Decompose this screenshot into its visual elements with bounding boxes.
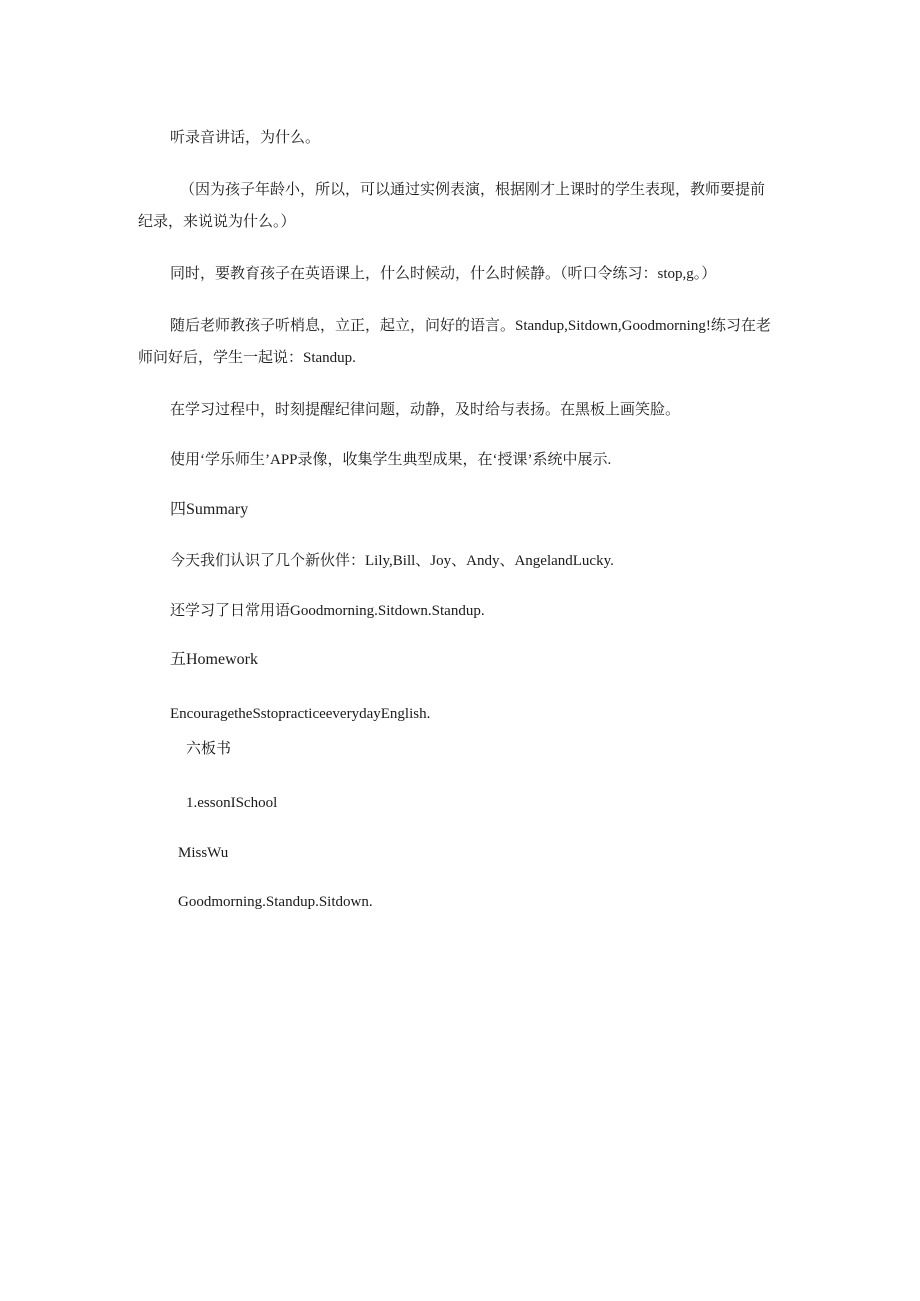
- homework-heading: 五Homework: [170, 651, 258, 668]
- paragraph-discipline: 同时，要教育孩子在英语课上，什么时候动，什么时候静。（听口令练习：stop,g。）: [170, 266, 717, 282]
- board-phrases: Goodmorning.Standup.Sitdown.: [178, 894, 373, 910]
- paragraph-commands-line-2: 师问好后，学生一起说：Standup.: [138, 350, 356, 366]
- paragraph-app-recording: 使用‘学乐师生’APP录像，收集学生典型成果，在‘授课’系统中展示.: [170, 452, 612, 468]
- summary-daily-phrases: 还学习了日常用语Goodmorning.Sitdown.Standup.: [170, 603, 485, 619]
- board-teacher-name: MissWu: [178, 845, 229, 861]
- paragraph-commands-line-1: 随后老师教孩子听梢息，立正，起立，问好的语言。Standup,Sitdown,Goodmorning!练习在老: [170, 318, 771, 334]
- homework-text: EncouragetheSstopracticeeverydayEnglish.: [170, 706, 431, 722]
- paragraph-reason-line-2: 纪录，来说说为什么。）: [138, 214, 296, 230]
- board-heading: 六板书: [186, 741, 232, 757]
- summary-heading: 四Summary: [170, 501, 249, 518]
- paragraph-listen-recording: 听录音讲话，为什么。: [170, 130, 321, 146]
- summary-new-friends: 今天我们认识了几个新伙伴：Lily,Bill、Joy、Andy、AngelandLucky.: [170, 553, 614, 569]
- paragraph-reason-line-1: （因为孩子年龄小，所以，可以通过实例表演，根据刚才上课时的学生表现，教师要提前: [180, 182, 766, 198]
- paragraph-praise: 在学习过程中，时刻提醒纪律问题，动静，及时给与表扬。在黑板上画笑脸。: [170, 402, 681, 418]
- board-lesson-title: 1.essonISchool: [186, 795, 278, 811]
